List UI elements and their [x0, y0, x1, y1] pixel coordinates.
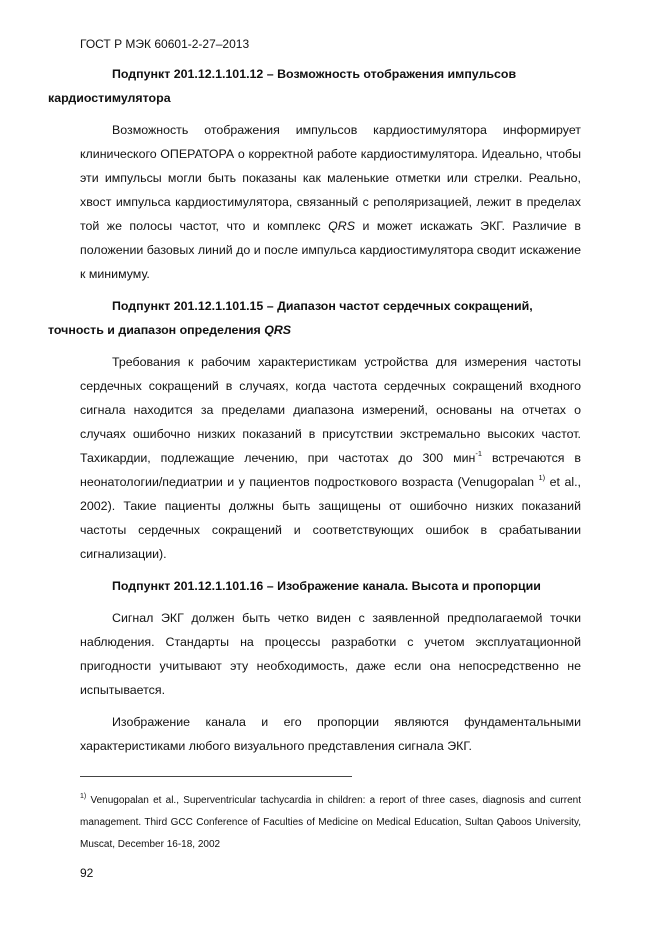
body-text-b: встречаются в неонатологии/педиатрии и у пациентов подросткового возраста (Venugopalan: [80, 451, 581, 489]
section-body-heart-rate: [80, 350, 581, 566]
heading-text-cont: [48, 323, 291, 337]
section-body-pacemaker: [80, 118, 581, 286]
section-heading-201-12-1-101-12: [48, 62, 581, 110]
body-text-end: и может искажать ЭКГ. Различие в положении базовых линий до и после импульса кардиостимулятора сводит искажение к минимуму.: [80, 219, 581, 281]
section-heading-201-12-1-101-16: Подпункт 201.12.1.101.16 – Изображение канала. Высота и пропорции: [112, 579, 541, 593]
superscript-minus-one: -1: [475, 449, 483, 458]
footnote-separator: [80, 776, 352, 777]
footnote-marker: 1): [80, 793, 87, 800]
heading-text-part: точность и диапазон определения: [48, 323, 265, 337]
page-content: [48, 62, 581, 766]
qrs-italic: QRS: [264, 323, 292, 337]
page-number: 92: [80, 866, 94, 880]
heading-text: Подпункт 201.12.1.101.15 – Диапазон частот сердечных сокращений,: [112, 299, 533, 313]
footnote-text: Venugopalan et al., Superventricular tachycardia in children: a report of three cases, diagnosis and current management. Third GCC Conference of Faculties of Medicine on Medical Education, Sultan Qaboos University, Muscat, December 16-18, 2002: [80, 795, 581, 850]
footnote: [80, 790, 581, 856]
qrs-italic: QRS: [328, 219, 356, 233]
section-heading-201-12-1-101-15: [48, 294, 581, 342]
section-body-channel-para1: Сигнал ЭКГ должен быть четко виден с заявленной предполагаемой точки наблюдения. Стандарты на процессы разработки с учетом эксплуатационной пригодности учитывают эту необходимость, даже если она непосредственно не испытывается.: [80, 611, 581, 697]
document-header: ГОСТ Р МЭК 60601-2-27–2013: [80, 37, 250, 51]
body-text: Возможность отображения импульсов кардиостимулятора информирует клинического ОПЕРАТОРА о корректной работе кардиостимулятора. Идеально, чтобы эти импульсы могли быть показаны как маленькие отметки или стрелки. Реально, хвост импульса кардиостимулятора, связанный с реполяризацией, лежит в пределах той же полосы частот, что и комплекс: [80, 123, 581, 233]
body-text-a: Требования к рабочим характеристикам устройства для измерения частоты сердечных сокращений в случаях, когда частота сердечных сокращений входного сигнала находится за пределами диапазона измерений, основаны на отчетах о случаях ошибочно низких показаний в присутствии экстремально высоких частот. Тахикардии, подлежащие лечению, при частотах до 300 мин: [80, 355, 581, 465]
section-body-channel-para2: Изображение канала и его пропорции являются фундаментальными характеристиками любого визуального представления сигнала ЭКГ.: [80, 715, 581, 753]
heading-text-cont: кардиостимулятора: [48, 91, 171, 105]
footnote-ref: 1): [538, 473, 546, 482]
heading-text: Подпункт 201.12.1.101.12 – Возможность отображения импульсов: [112, 67, 517, 81]
body-text-c: et al., 2002). Такие пациенты должны быть защищены от ошибочно низких показаний частоты сердечных сокращений и соответствующих ошибок в срабатывании сигнализации).: [80, 475, 581, 561]
